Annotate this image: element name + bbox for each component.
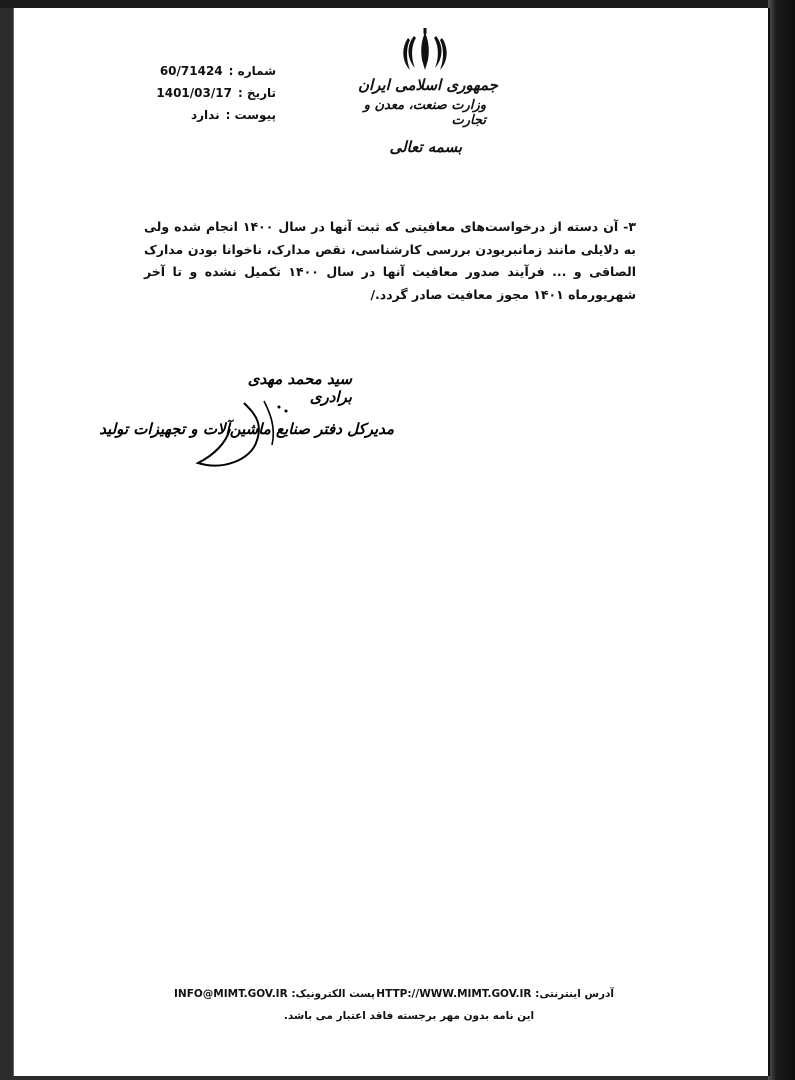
footer-web [376, 988, 614, 1000]
footer-email-value[interactable]: INFO@MIMT.GOV.IR [174, 988, 288, 1000]
invocation-heading: بسمه تعالی [389, 138, 462, 156]
national-emblem-icon [398, 26, 452, 76]
footer-contact-row [174, 988, 614, 1000]
letter-body [144, 216, 636, 306]
letter-footer [174, 988, 614, 1022]
body-paragraph: ۳- آن دسته از درخواست‌های معافیتی که ثبت آنها در سال ۱۴۰۰ انجام شده ولی به دلایلی مانند زمانبربودن بررسی کارشناسی، نقص مدارک، ناخوانا بودن مدارک الصاقی و ... فرآیند صدور معافیت آنها در سال ۱۴۰۰ تکمیل نشده و تا آخر شهریورماه ۱۴۰۱ مجوز معافیت صادر گردد./ [144, 219, 637, 302]
letter-attachment-value: ندارد [190, 108, 220, 122]
footer-email-label: پست الکترونیک: [291, 988, 375, 1000]
footer-email [174, 988, 375, 1000]
letter-number-label: شماره : [228, 64, 276, 78]
scan-border-top [0, 0, 795, 8]
letter-attachment-row [126, 104, 276, 126]
letter-number-row [126, 60, 276, 82]
footer-validity-notice: این نامه بدون مهر برجسته فاقد اعتبار می باشد. [283, 1010, 535, 1022]
signatory-name: سید محمد مهدی برادری [247, 370, 352, 406]
republic-heading: جمهوری اسلامی ایران [357, 76, 498, 94]
footer-web-label: آدرس اینترنتی: [535, 988, 614, 1000]
scan-border-right [768, 0, 795, 1080]
letter-attachment-label: پیوست : [225, 108, 276, 122]
letterhead [344, 76, 524, 156]
letter-date-value: 1401/03/17 [156, 86, 232, 100]
letter-meta [126, 60, 276, 126]
letter-page [14, 8, 768, 1076]
footer-web-value[interactable]: HTTP://WWW.MIMT.GOV.IR [376, 988, 532, 1000]
letter-date-label: تاریخ : [237, 86, 276, 100]
ministry-heading: وزارت صنعت، معدن و تجارت [363, 98, 486, 128]
letter-date-row [126, 82, 276, 104]
signatory-title: مدیرکل دفتر صنایع ماشین‌آلات و تجهیزات تولید [99, 420, 394, 438]
letter-number-value: 60/71424 [159, 64, 223, 78]
